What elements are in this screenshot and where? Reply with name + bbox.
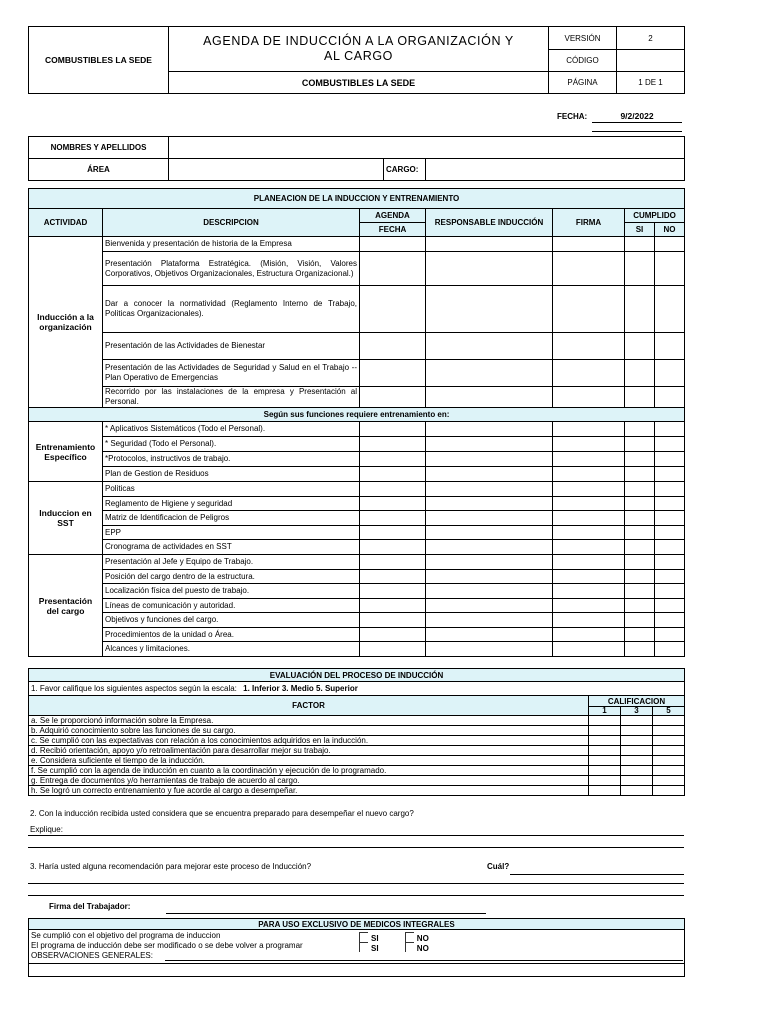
firma-cell[interactable] bbox=[553, 387, 625, 408]
page-label: PÁGINA bbox=[549, 72, 617, 94]
score-cell[interactable] bbox=[621, 776, 653, 786]
responsable-cell[interactable] bbox=[426, 482, 553, 497]
factor-text: c. Se cumplió con las expectativas con relación a los conocimientos adquiridos en la inducción. bbox=[29, 736, 589, 746]
score-cell[interactable] bbox=[589, 716, 621, 726]
firma-label: Firma del Trabajador: bbox=[49, 902, 131, 911]
fecha-cell[interactable] bbox=[360, 422, 426, 437]
activity-row bbox=[29, 497, 685, 511]
checkbox-icon bbox=[359, 932, 368, 942]
score-cell[interactable] bbox=[589, 766, 621, 776]
si-cell[interactable] bbox=[625, 437, 655, 452]
factor-text: h. Se logró un correcto entrenamiento y fue acorde al cargo a desempeñar. bbox=[29, 786, 589, 796]
col-firma: FIRMA bbox=[553, 209, 625, 237]
factor-text: e. Considera suficiente el tiempo de la inducción. bbox=[29, 756, 589, 766]
score-cell[interactable] bbox=[621, 786, 653, 796]
fecha-cell[interactable] bbox=[360, 482, 426, 497]
medical-title: PARA USO EXCLUSIVO DE MEDICOS INTEGRALES bbox=[29, 919, 685, 930]
activity-description: Presentación al Jefe y Equipo de Trabajo. bbox=[103, 555, 360, 570]
activity-description: Politicas bbox=[103, 482, 360, 497]
activity-row bbox=[29, 422, 685, 437]
responsable-cell[interactable] bbox=[426, 570, 553, 584]
score-cell[interactable] bbox=[589, 746, 621, 756]
fecha-cell[interactable] bbox=[360, 252, 426, 286]
activity-description: * Seguridad (Todo el Personal). bbox=[103, 437, 360, 452]
observations-label: OBSERVACIONES GENERALES: bbox=[31, 951, 153, 960]
activity-row bbox=[29, 628, 685, 642]
activity-description: Recorrido por las instalaciones de la empresa y Presentación al Personal. bbox=[103, 387, 360, 408]
no-cell[interactable] bbox=[655, 237, 685, 252]
fecha-cell[interactable] bbox=[360, 570, 426, 584]
factor-row bbox=[29, 766, 685, 776]
si-cell[interactable] bbox=[625, 642, 655, 657]
responsable-cell[interactable] bbox=[426, 422, 553, 437]
col-cumplido: CUMPLIDO bbox=[625, 209, 685, 223]
observations-line bbox=[165, 960, 683, 961]
no-cell[interactable] bbox=[655, 555, 685, 570]
fecha-rule bbox=[592, 131, 682, 132]
no-cell[interactable] bbox=[655, 422, 685, 437]
medical-row-1: Se cumplió con el objetivo del programa de induccion bbox=[31, 931, 221, 940]
factor-row bbox=[29, 746, 685, 756]
activity-row bbox=[29, 511, 685, 526]
score-5: 5 bbox=[653, 707, 685, 716]
score-cell[interactable] bbox=[621, 716, 653, 726]
si-cell[interactable] bbox=[625, 452, 655, 467]
no-cell[interactable] bbox=[655, 540, 685, 555]
firma-cell[interactable] bbox=[553, 555, 625, 570]
si-cell[interactable] bbox=[625, 387, 655, 408]
observations-field[interactable] bbox=[29, 964, 685, 977]
activity-description: Líneas de comunicación y autoridad. bbox=[103, 599, 360, 613]
activity-row bbox=[29, 642, 685, 657]
score-cell[interactable] bbox=[653, 776, 685, 786]
activity-row bbox=[29, 437, 685, 452]
score-cell[interactable] bbox=[653, 736, 685, 746]
activity-row bbox=[29, 252, 685, 286]
activity-row bbox=[29, 237, 685, 252]
company-name: COMBUSTIBLES LA SEDE bbox=[29, 27, 169, 94]
activity-description: Presentación de las Actividades de Seguridad y Salud en el Trabajo -- Plan Operativo de Emergencias bbox=[103, 360, 360, 387]
activity-row bbox=[29, 570, 685, 584]
person-table bbox=[28, 136, 685, 181]
activity-description: * Aplicativos Sistemáticos (Todo el Personal). bbox=[103, 422, 360, 437]
fecha-cell[interactable] bbox=[360, 511, 426, 526]
factor-row bbox=[29, 756, 685, 766]
firma-cell[interactable] bbox=[553, 570, 625, 584]
activity-description: Reglamento de Higiene y seguridad bbox=[103, 497, 360, 511]
activity-group-label: Induccion en SST bbox=[29, 482, 103, 555]
responsable-cell[interactable] bbox=[426, 467, 553, 482]
score-cell[interactable] bbox=[653, 746, 685, 756]
evaluation-title: EVALUACIÓN DEL PROCESO DE INDUCCIÓN bbox=[29, 669, 685, 682]
firma-cell[interactable] bbox=[553, 613, 625, 628]
explique-line-1 bbox=[28, 835, 684, 836]
firma-cell[interactable] bbox=[553, 360, 625, 387]
question-1-text: 1. Favor califique los siguientes aspectos según la escala: bbox=[31, 684, 237, 693]
responsable-cell[interactable] bbox=[426, 333, 553, 360]
responsable-cell[interactable] bbox=[426, 252, 553, 286]
fecha-cell[interactable] bbox=[360, 387, 426, 408]
si-cell[interactable] bbox=[625, 599, 655, 613]
activity-description: Posición del cargo dentro de la estructura. bbox=[103, 570, 360, 584]
score-cell[interactable] bbox=[653, 766, 685, 776]
responsable-cell[interactable] bbox=[426, 387, 553, 408]
factor-row bbox=[29, 726, 685, 736]
activity-description: Cronograma de actividades en SST bbox=[103, 540, 360, 555]
fecha-cell[interactable] bbox=[360, 467, 426, 482]
activity-row bbox=[29, 540, 685, 555]
firma-cell[interactable] bbox=[553, 497, 625, 511]
activity-description: Localización física del puesto de trabajo. bbox=[103, 584, 360, 599]
header-table bbox=[28, 26, 685, 94]
medical-row-1-no[interactable]: NO bbox=[405, 934, 429, 943]
fecha-cell[interactable] bbox=[360, 555, 426, 570]
responsable-cell[interactable] bbox=[426, 526, 553, 540]
firma-cell[interactable] bbox=[553, 526, 625, 540]
cargo-field[interactable] bbox=[426, 159, 685, 181]
recommend-line-2 bbox=[28, 895, 684, 896]
factor-header: FACTOR bbox=[29, 696, 589, 716]
responsable-cell[interactable] bbox=[426, 360, 553, 387]
si-cell[interactable] bbox=[625, 526, 655, 540]
activity-row bbox=[29, 333, 685, 360]
score-cell[interactable] bbox=[653, 786, 685, 796]
si-cell[interactable] bbox=[625, 482, 655, 497]
no-cell[interactable] bbox=[655, 526, 685, 540]
fecha-cell[interactable] bbox=[360, 584, 426, 599]
score-cell[interactable] bbox=[589, 736, 621, 746]
responsable-cell[interactable] bbox=[426, 497, 553, 511]
responsable-cell[interactable] bbox=[426, 555, 553, 570]
area-label: ÁREA bbox=[29, 159, 169, 181]
firma-cell[interactable] bbox=[553, 482, 625, 497]
document-title: AGENDA DE INDUCCIÓN A LA ORGANIZACIÓN Y AL CARGO bbox=[169, 27, 549, 72]
responsable-cell[interactable] bbox=[426, 599, 553, 613]
fecha-cell[interactable] bbox=[360, 613, 426, 628]
question-3: 3. Haría usted alguna recomendación para mejorar este proceso de Inducción? bbox=[30, 862, 312, 871]
factor-text: a. Se le proporcionó información sobre la Empresa. bbox=[29, 716, 589, 726]
responsable-cell[interactable] bbox=[426, 642, 553, 657]
si-cell[interactable] bbox=[625, 252, 655, 286]
score-cell[interactable] bbox=[653, 726, 685, 736]
col-fecha: FECHA bbox=[360, 223, 426, 237]
calificacion-header: CALIFICACION bbox=[589, 696, 685, 707]
score-cell[interactable] bbox=[589, 776, 621, 786]
group-cargo bbox=[29, 555, 685, 657]
si-cell[interactable] bbox=[625, 584, 655, 599]
fecha-cell[interactable] bbox=[360, 642, 426, 657]
responsable-cell[interactable] bbox=[426, 613, 553, 628]
si-cell[interactable] bbox=[625, 333, 655, 360]
si-cell[interactable] bbox=[625, 360, 655, 387]
firma-cell[interactable] bbox=[553, 511, 625, 526]
no-cell[interactable] bbox=[655, 599, 685, 613]
activity-description: Dar a conocer la normatividad (Reglamento Interno de Trabajo, Politicas Organizacionales). bbox=[103, 286, 360, 333]
no-cell[interactable] bbox=[655, 360, 685, 387]
planning-title: PLANEACION DE LA INDUCCION Y ENTRENAMIENTO bbox=[29, 189, 685, 209]
responsable-cell[interactable] bbox=[426, 437, 553, 452]
activity-row bbox=[29, 613, 685, 628]
medical-row-2-no[interactable]: NO bbox=[405, 944, 429, 953]
firma-cell[interactable] bbox=[553, 252, 625, 286]
factor-text: g. Entrega de documentos y/o herramientas de trabajo de acuerdo al cargo. bbox=[29, 776, 589, 786]
medical-row-2-options bbox=[359, 942, 429, 954]
document-subtitle: COMBUSTIBLES LA SEDE bbox=[169, 72, 549, 94]
cargo-label: CARGO: bbox=[384, 159, 426, 181]
checkbox-icon bbox=[359, 942, 368, 952]
activity-row bbox=[29, 555, 685, 570]
factor-text: b. Adquirió conocimiento sobre las funciones de su cargo. bbox=[29, 726, 589, 736]
score-cell[interactable] bbox=[653, 756, 685, 766]
no-cell[interactable] bbox=[655, 613, 685, 628]
version-label: VERSIÓN bbox=[549, 27, 617, 50]
no-cell[interactable] bbox=[655, 628, 685, 642]
no-cell[interactable] bbox=[655, 642, 685, 657]
score-cell[interactable] bbox=[589, 756, 621, 766]
col-agenda: AGENDA bbox=[360, 209, 426, 223]
fecha-cell[interactable] bbox=[360, 286, 426, 333]
score-cell[interactable] bbox=[621, 726, 653, 736]
firma-cell[interactable] bbox=[553, 540, 625, 555]
names-field[interactable] bbox=[169, 137, 685, 159]
cual-label: Cuál? bbox=[487, 862, 510, 871]
medical-row-1-si[interactable]: SI bbox=[359, 934, 379, 943]
responsable-cell[interactable] bbox=[426, 511, 553, 526]
score-cell[interactable] bbox=[589, 786, 621, 796]
factor-rows bbox=[29, 716, 685, 796]
planning-table bbox=[28, 188, 685, 657]
evaluation-table bbox=[28, 668, 685, 796]
fecha-cell[interactable] bbox=[360, 526, 426, 540]
col-descripcion: DESCRIPCION bbox=[103, 209, 360, 237]
fecha-label: FECHA: bbox=[557, 112, 588, 121]
responsable-cell[interactable] bbox=[426, 286, 553, 333]
activity-description: EPP bbox=[103, 526, 360, 540]
recommend-line-1 bbox=[28, 883, 684, 884]
no-cell[interactable] bbox=[655, 467, 685, 482]
responsable-cell[interactable] bbox=[426, 584, 553, 599]
training-band: Según sus funciones requiere entrenamiento en: bbox=[29, 408, 685, 422]
activity-description: Plan de Gestion de Residuos bbox=[103, 467, 360, 482]
question-2: 2. Con la inducción recibida usted considera que se encuentra preparado para desempeñar el nuevo cargo? bbox=[30, 809, 414, 818]
area-field[interactable] bbox=[169, 159, 384, 181]
si-cell[interactable] bbox=[625, 511, 655, 526]
checkbox-icon bbox=[405, 932, 414, 942]
factor-row bbox=[29, 736, 685, 746]
firma-cell[interactable] bbox=[553, 437, 625, 452]
code-value bbox=[617, 50, 685, 72]
si-cell[interactable] bbox=[625, 467, 655, 482]
medical-row-2: El programa de inducción debe ser modificado o se debe volver a programar bbox=[31, 941, 303, 950]
activity-description: Presentación de las Actividades de Bienestar bbox=[103, 333, 360, 360]
code-label: CÓDIGO bbox=[549, 50, 617, 72]
no-cell[interactable] bbox=[655, 387, 685, 408]
activity-description: *Protocolos, instructivos de trabajo. bbox=[103, 452, 360, 467]
activity-row bbox=[29, 360, 685, 387]
no-cell[interactable] bbox=[655, 584, 685, 599]
responsable-cell[interactable] bbox=[426, 628, 553, 642]
page-value: 1 DE 1 bbox=[617, 72, 685, 94]
explique-label: Explique: bbox=[30, 825, 63, 834]
si-cell[interactable] bbox=[625, 422, 655, 437]
activity-description: Matriz de Identificacion de Peligros bbox=[103, 511, 360, 526]
activity-group-label: Entrenamiento Específico bbox=[29, 422, 103, 482]
fecha-cell[interactable] bbox=[360, 360, 426, 387]
col-responsable: RESPONSABLE INDUCCIÓN bbox=[426, 209, 553, 237]
fecha-cell[interactable] bbox=[360, 497, 426, 511]
group-entrenamiento bbox=[29, 422, 685, 482]
firma-cell[interactable] bbox=[553, 584, 625, 599]
col-actividad: ACTIVIDAD bbox=[29, 209, 103, 237]
firma-cell[interactable] bbox=[553, 628, 625, 642]
col-si: SI bbox=[625, 223, 655, 237]
fecha-cell[interactable] bbox=[360, 333, 426, 360]
group-induccion bbox=[29, 237, 685, 408]
firma-cell[interactable] bbox=[553, 237, 625, 252]
score-cell[interactable] bbox=[589, 726, 621, 736]
activity-description: Bienvenida y presentación de historia de la Empresa bbox=[103, 237, 360, 252]
fecha-value: 9/2/2022 bbox=[592, 111, 682, 123]
activity-group-label: Inducción a la organización bbox=[29, 237, 103, 408]
firma-cell[interactable] bbox=[553, 467, 625, 482]
firma-cell[interactable] bbox=[553, 642, 625, 657]
score-cell[interactable] bbox=[621, 766, 653, 776]
activity-description: Procedimientos de la unidad o Área. bbox=[103, 628, 360, 642]
responsable-cell[interactable] bbox=[426, 540, 553, 555]
firma-cell[interactable] bbox=[553, 333, 625, 360]
firma-cell[interactable] bbox=[553, 599, 625, 613]
activity-row bbox=[29, 584, 685, 599]
activity-description: Alcances y limitaciones. bbox=[103, 642, 360, 657]
activity-group-label: Presentación del cargo bbox=[29, 555, 103, 657]
medical-questions bbox=[29, 930, 685, 964]
activity-row bbox=[29, 482, 685, 497]
fecha-cell[interactable] bbox=[360, 628, 426, 642]
names-label: NOMBRES Y APELLIDOS bbox=[29, 137, 169, 159]
si-cell[interactable] bbox=[625, 540, 655, 555]
firma-cell[interactable] bbox=[553, 422, 625, 437]
no-cell[interactable] bbox=[655, 252, 685, 286]
no-cell[interactable] bbox=[655, 482, 685, 497]
firma-cell[interactable] bbox=[553, 452, 625, 467]
no-cell[interactable] bbox=[655, 452, 685, 467]
factor-row bbox=[29, 776, 685, 786]
no-cell[interactable] bbox=[655, 437, 685, 452]
firma-cell[interactable] bbox=[553, 286, 625, 333]
no-cell[interactable] bbox=[655, 286, 685, 333]
no-cell[interactable] bbox=[655, 497, 685, 511]
activity-row bbox=[29, 526, 685, 540]
fecha-cell[interactable] bbox=[360, 437, 426, 452]
factor-text: d. Recibió orientación, apoyo y/o retroalimentación para desarrollar mejor su trabajo. bbox=[29, 746, 589, 756]
responsable-cell[interactable] bbox=[426, 452, 553, 467]
question-1-scale: 1. Inferior 3. Medio 5. Superior bbox=[243, 684, 358, 693]
si-cell[interactable] bbox=[625, 497, 655, 511]
activity-row bbox=[29, 286, 685, 333]
factor-row bbox=[29, 716, 685, 726]
factor-text: f. Se cumplió con la agenda de inducción en cuanto a la coordinación y ejecución de lo programado. bbox=[29, 766, 589, 776]
activity-row bbox=[29, 387, 685, 408]
firma-line[interactable] bbox=[166, 913, 486, 914]
score-cell[interactable] bbox=[621, 736, 653, 746]
no-cell[interactable] bbox=[655, 511, 685, 526]
si-cell[interactable] bbox=[625, 613, 655, 628]
score-3: 3 bbox=[621, 707, 653, 716]
si-cell[interactable] bbox=[625, 628, 655, 642]
activity-description: Objetivos y funciones del cargo. bbox=[103, 613, 360, 628]
medical-row-2-si[interactable]: SI bbox=[359, 944, 379, 953]
fecha-cell[interactable] bbox=[360, 452, 426, 467]
responsable-cell[interactable] bbox=[426, 237, 553, 252]
evaluation-question-1 bbox=[29, 682, 685, 696]
cual-line bbox=[510, 874, 684, 875]
activity-row bbox=[29, 599, 685, 613]
score-cell[interactable] bbox=[621, 746, 653, 756]
no-cell[interactable] bbox=[655, 333, 685, 360]
checkbox-icon bbox=[405, 942, 414, 952]
group-sst bbox=[29, 482, 685, 555]
medical-table bbox=[28, 918, 685, 977]
si-cell[interactable] bbox=[625, 286, 655, 333]
fecha-cell[interactable] bbox=[360, 540, 426, 555]
fecha-cell[interactable] bbox=[360, 237, 426, 252]
explique-line-2 bbox=[28, 847, 684, 848]
si-cell[interactable] bbox=[625, 570, 655, 584]
factor-row bbox=[29, 786, 685, 796]
score-1: 1 bbox=[589, 707, 621, 716]
activity-row bbox=[29, 452, 685, 467]
activity-row bbox=[29, 467, 685, 482]
no-cell[interactable] bbox=[655, 570, 685, 584]
score-cell[interactable] bbox=[621, 756, 653, 766]
si-cell[interactable] bbox=[625, 555, 655, 570]
col-no: NO bbox=[655, 223, 685, 237]
version-value: 2 bbox=[617, 27, 685, 50]
activity-description: Presentación Plataforma Estratégica. (Misión, Visión, Valores Corporativos, Objetivos Organizacionales, Estructura Organizacional.) bbox=[103, 252, 360, 286]
score-cell[interactable] bbox=[653, 716, 685, 726]
si-cell[interactable] bbox=[625, 237, 655, 252]
fecha-cell[interactable] bbox=[360, 599, 426, 613]
